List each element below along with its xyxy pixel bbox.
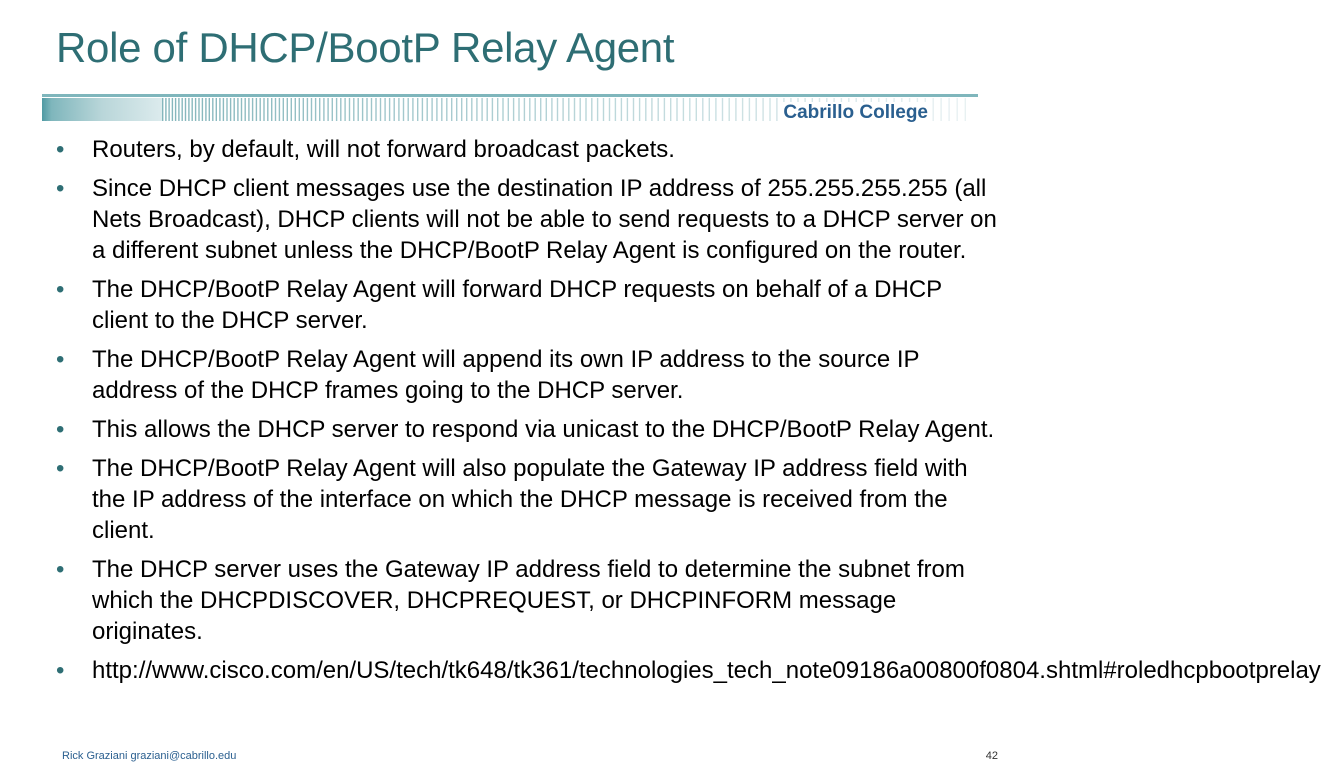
bullet-item (54, 414, 1004, 445)
bullet-marker: • (56, 175, 65, 202)
page-number: 42 (985, 750, 998, 762)
bullet-marker: • (56, 136, 65, 163)
bullet-text: http://www.cisco.com/en/US/tech/tk648/tk361/technologies_tech_note09186a00800f0804.shtml#roledhcpbootprelay (92, 657, 1321, 684)
brand-logo-text: Cabrillo College (783, 102, 928, 123)
bullet-text: This allows the DHCP server to respond via unicast to the DHCP/BootP Relay Agent. (92, 416, 995, 443)
footer-credit: Rick Graziani graziani@cabrillo.edu (62, 750, 237, 762)
bullet-text: The DHCP server uses the Gateway IP address field to determine the subnet from which the DHCPDISCOVER, DHCPREQUEST, or DHCPINFORM message originates. (92, 556, 965, 645)
bullet-text: Since DHCP client messages use the destination IP address of 255.255.255.255 (all Nets Broadcast), DHCP clients will not be able to send requests to a DHCP server on a different subnet unless the DHCP/BootP Relay Agent is configured on the router. (92, 175, 997, 264)
slide-title: Role of DHCP/BootP Relay Agent (56, 24, 675, 71)
bullet-item (54, 173, 1004, 266)
bullet-list (54, 134, 1321, 694)
bullet-item (54, 344, 1004, 406)
bullet-item (54, 655, 1321, 686)
bullet-marker: • (56, 455, 65, 482)
bullet-text: The DHCP/BootP Relay Agent will forward DHCP requests on behalf of a DHCP client to the DHCP server. (92, 276, 942, 334)
bullet-item (54, 274, 1004, 336)
bullet-text: The DHCP/BootP Relay Agent will append its own IP address to the source IP address of the DHCP frames going to the DHCP server. (92, 346, 920, 404)
bullet-marker: • (56, 657, 65, 684)
bullet-marker: • (56, 556, 65, 583)
bullet-text: The DHCP/BootP Relay Agent will also populate the Gateway IP address field with the IP address of the interface on which the DHCP message is received from the client. (92, 455, 968, 544)
bullet-item (54, 134, 1004, 165)
bullet-item (54, 453, 1004, 546)
bullet-marker: • (56, 416, 65, 443)
bullet-marker: • (56, 276, 65, 303)
bullet-item (54, 554, 1004, 647)
bullet-marker: • (56, 346, 65, 373)
bullet-text: Routers, by default, will not forward broadcast packets. (92, 136, 675, 163)
